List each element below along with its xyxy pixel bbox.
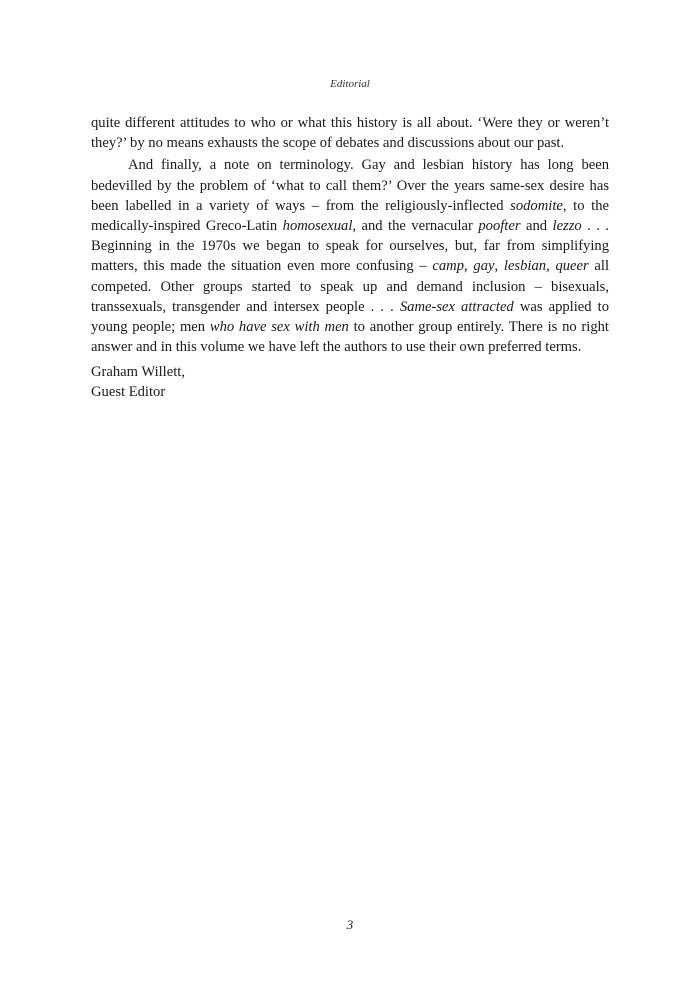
text-run: , and the vernacular — [352, 218, 479, 235]
paragraph-continued: quite different attitudes to who or what this history is all about. ‘Were they or weren’t they?’ by no means exhausts the scope of debates and discussions about our past. — [91, 115, 609, 152]
italic-term-msm: who have sex with men — [209, 319, 349, 336]
text-run: And finally, a note on terminology. Gay and lesbian history has long been bedevilled by the problem of ‘what to call them?’ Over the years same-sex desire has been labelled in a variety of ways – from the religiously-inflected — [91, 157, 609, 214]
text-run: and — [520, 218, 553, 235]
signature-name: Graham Willett, — [91, 364, 185, 380]
running-head: Editorial — [330, 78, 370, 90]
italic-term-gay: gay — [473, 258, 495, 275]
italic-term-lezzo: lezzo — [552, 218, 582, 235]
signature-role: Guest Editor — [91, 384, 166, 401]
page-number: 3 — [346, 917, 354, 932]
text-run: , — [464, 258, 474, 275]
text-run: all competed. Other groups started to speak up and demand inclusion – bisexuals, transsexuals, transgender and intersex people . . . — [91, 258, 610, 315]
text-run: was applied to young people; men — [91, 298, 609, 336]
text-run: , — [546, 258, 556, 275]
text-run: , to the medically-inspired Greco-Latin — [91, 197, 609, 235]
italic-term-sodomite: sodomite — [510, 197, 563, 214]
text-run: . . . Beginning in the 1970s we began to speak for ourselves, but, far from simplifying matters, this made the situation even more confusing – — [91, 218, 610, 275]
italic-term-same-sex-attracted: Same-sex attracted — [399, 298, 514, 315]
signature-block — [91, 362, 185, 402]
text-run: to another group entirely. There is no right answer and in this volume we have left the authors to use their own preferred terms. — [91, 319, 609, 356]
body-text — [91, 113, 609, 357]
italic-term-homosexual: homosexual — [282, 218, 353, 235]
italic-term-camp: camp — [432, 258, 465, 275]
italic-term-queer: queer — [555, 258, 589, 275]
italic-term-poofter: poofter — [478, 218, 521, 235]
italic-term-lesbian: lesbian — [503, 258, 547, 275]
text-run: , — [494, 258, 504, 275]
paragraph-terminology — [91, 155, 609, 357]
